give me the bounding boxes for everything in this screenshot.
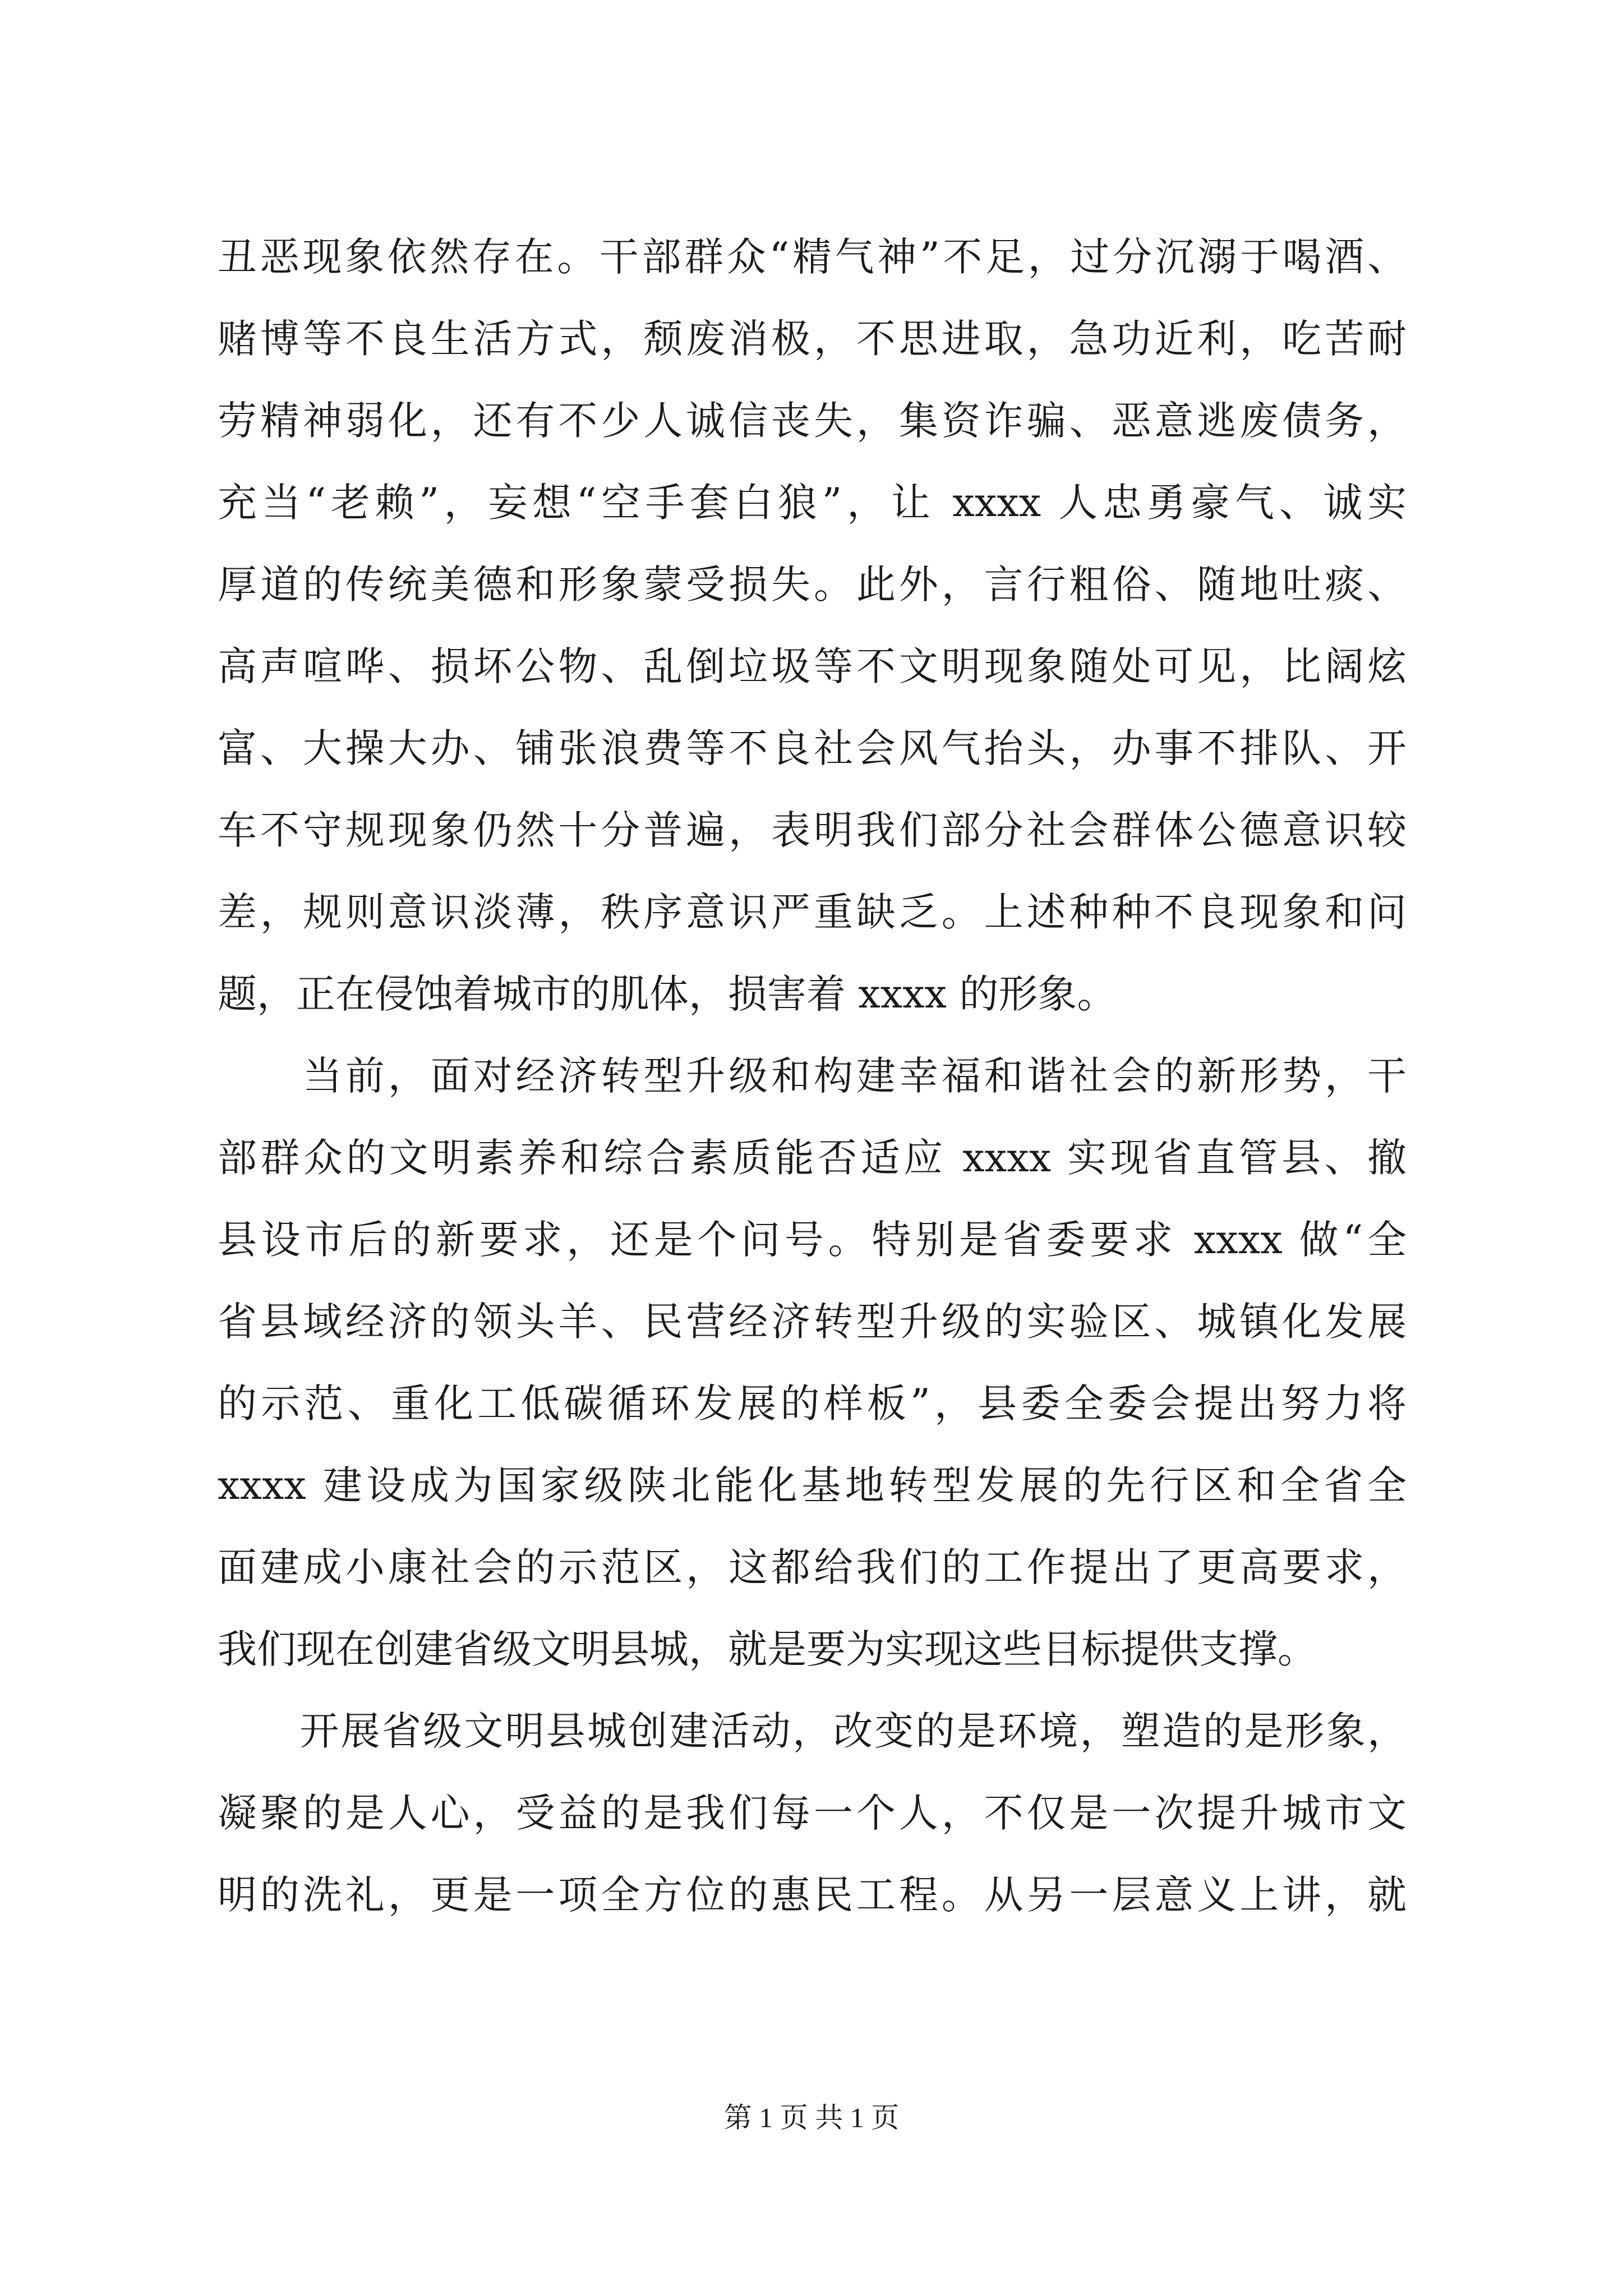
text-line: 厚道的传统美德和形象蒙受损失。此外，言行粗俗、随地吐痰、 <box>218 562 1407 608</box>
text-line: 差，规则意识淡薄，秩序意识严重缺乏。上述种种不良现象和问 <box>218 889 1407 935</box>
text-line: 面建成小康社会的示范区，这都给我们的工作提出了更高要求， <box>218 1544 1407 1590</box>
text-line: xxxx 建设成为国家级陕北能化基地转型发展的先行区和全省全 <box>218 1462 1407 1508</box>
text-line: 的示范、重化工低碳循环发展的样板”，县委全委会提出努力将 <box>218 1381 1407 1427</box>
text-line: 车不守规现象仍然十分普遍，表明我们部分社会群体公德意识较 <box>218 807 1407 853</box>
text-line: 赌博等不良生活方式，颓废消极，不思进取，急功近利，吃苦耐 <box>218 316 1407 362</box>
page-footer: 第 1 页 共 1 页 <box>723 2102 900 2133</box>
text-line: 开展省级文明县城创建活动，改变的是环境，塑造的是形象， <box>218 1708 1407 1754</box>
text-line: 县设市后的新要求，还是个问号。特别是省委要求 xxxx 做“全 <box>218 1217 1407 1263</box>
text-line: 题，正在侵蚀着城市的肌体，损害着 xxxx 的形象。 <box>218 971 1117 1017</box>
text-line: 我们现在创建省级文明县城，就是要为实现这些目标提供支撑。 <box>218 1626 1317 1672</box>
text-line: 当前，面对经济转型升级和构建幸福和谐社会的新形势，干 <box>218 1053 1407 1099</box>
text-line: 高声喧哗、损坏公物、乱倒垃圾等不文明现象随处可见，比阔炫 <box>218 643 1407 689</box>
text-line: 丑恶现象依然存在。干部群众“精气神”不足，过分沉溺于喝酒、 <box>218 234 1407 280</box>
text-line: 部群众的文明素养和综合素质能否适应 xxxx 实现省直管县、撤 <box>218 1135 1407 1181</box>
body-text <box>218 216 1407 1936</box>
text-line: 富、大操大办、铺张浪费等不良社会风气抬头，办事不排队、开 <box>218 725 1407 771</box>
text-line: 明的洗礼，更是一项全方位的惠民工程。从另一层意义上讲，就 <box>218 1872 1407 1918</box>
text-line: 凝聚的是人心，受益的是我们每一个人，不仅是一次提升城市文 <box>218 1790 1407 1836</box>
text-line: 充当“老赖”，妄想“空手套白狼”，让 xxxx 人忠勇豪气、诚实 <box>218 480 1407 526</box>
text-line: 劳精神弱化，还有不少人诚信丧失，集资诈骗、恶意逃废债务， <box>218 398 1407 444</box>
text-line: 省县域经济的领头羊、民营经济转型升级的实验区、城镇化发展 <box>218 1299 1407 1345</box>
